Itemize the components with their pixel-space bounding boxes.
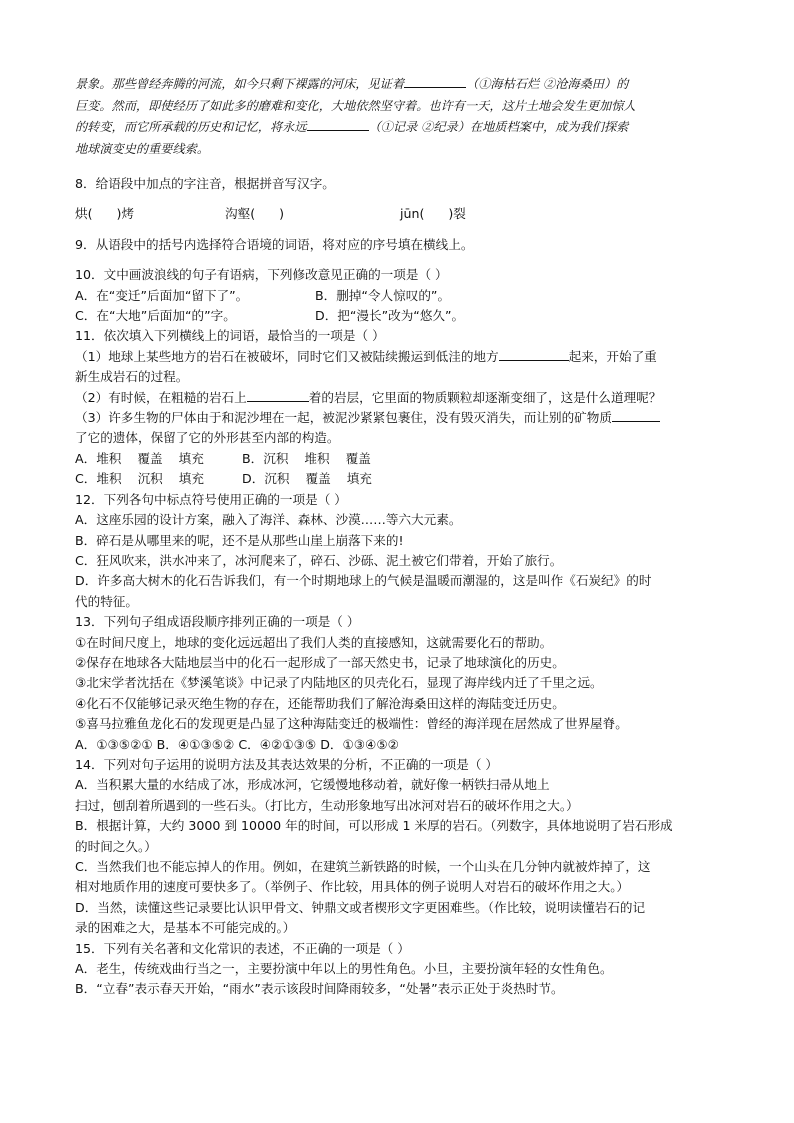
sentence-1: ①在时间尺度上，地球的变化远远超出了我们人类的直接感知，这就需要化石的帮助。 <box>75 634 553 650</box>
option-a-cont: 扫过，刨刮着所遇到的一些石头。（打比方，生动形象地写出冰河对岩石的破坏作用之大。） <box>75 797 579 813</box>
option-d[interactable]: D．许多高大树木的化石告诉我们，有一个时期地球上的气候是温暖而潮湿的，这是叫作《石炭纪》的时 <box>75 573 652 589</box>
answer-blank[interactable] <box>612 408 660 422</box>
intro-line-3: 的转变，而它所承载的历史和记忆，将永远 （①记录 ②纪录）在地质档案中，成为我们探索 <box>75 117 720 139</box>
question-11-sentence-3-cont: 了它的遗体，保留了它的外形甚至内部的构造。 <box>75 430 340 446</box>
option-c[interactable]: C．狂风吹来，洪水冲来了，冰河爬来了，碎石、沙砾、泥土被它们带着，开始了旅行。 <box>75 552 563 568</box>
question-10-options-row-2 <box>75 306 720 326</box>
sentence-5: ⑤喜马拉雅鱼龙化石的发现更是凸显了这种海陆变迁的极端性：曾经的海洋现在居然成了世界屋脊。 <box>75 716 628 732</box>
sentence-2: ②保存在地球各大陆地层当中的化石一起形成了一部天然史书，记录了地球演化的历史。 <box>75 654 565 670</box>
option-b[interactable]: B．删掉“令人惊叹的”。 <box>315 287 451 303</box>
option-a[interactable]: A．老生，传统戏曲行当之一，主要扮演中年以上的男性角色。小旦，主要扮演年轻的女性角色。 <box>75 961 613 977</box>
question-15-stem: 15．下列有关名著和文化常识的表述，不正确的一项是（ ） <box>75 940 410 956</box>
option-d[interactable]: D．当然，读懂这些记录要比认识甲骨文、钟鼎文或者楔形文字更困难些。（作比较，说明读懂岩石的记 <box>75 899 646 915</box>
option-d[interactable]: D．沉积 覆盖 填充 <box>242 471 372 487</box>
pinyin-item-2[interactable]: 沟壑( ) <box>225 206 285 222</box>
pinyin-item-3[interactable]: jūn( )裂 <box>400 206 466 222</box>
question-11-sentence-3: （3）许多生物的尸体由于和泥沙埋在一起，被泥沙紧紧包裹住，没有毁灭消失，而让别的矿物质 <box>75 408 720 428</box>
option-b-cont: 的时间之久。） <box>75 838 157 854</box>
question-11-sentence-2: （2）有时候，在粗糙的岩石上 着的岩层，它里面的物质颗粒却逐渐变细了，这是什么道理呢？ <box>75 389 662 405</box>
option-c-cont: 相对地质作用的速度可要快多了。（举例子、作比较，用具体的例子说明人对岩石的破坏作用之大。） <box>75 879 630 895</box>
option-a[interactable]: A．在“变迁”后面加“留下了”。 <box>75 287 249 303</box>
question-9-stem: 9．从语段中的括号内选择符合语境的词语，将对应的序号填在横线上。 <box>75 236 474 252</box>
option-d-cont: 录的困难之大，是基本不可能完成的。） <box>75 920 296 936</box>
question-11-options-row-2 <box>75 469 720 489</box>
question-11-stem: 11．依次填入下列横线上的词语，最恰当的一项是（ ） <box>75 328 385 344</box>
question-8-items <box>75 204 720 224</box>
option-b[interactable]: B．根据计算，大约 3000 到 10000 年的时间，可以形成 1 米厚的岩石。（列数字，具体地说明了岩石形成 <box>75 818 673 834</box>
option-b[interactable]: B．“立春”表示春天开始，“雨水”表示该段时间降雨较多，“处暑”表示正处于炎热时节。 <box>75 981 564 997</box>
option-a[interactable]: A．堆积 覆盖 填充 <box>75 450 204 466</box>
question-10-options-row-1 <box>75 286 720 306</box>
question-14-stem: 14．下列对句子运用的说明方法及其表达效果的分析，不正确的一项是（ ） <box>75 756 499 772</box>
question-11-sentence-1: （1）地球上某些地方的岩石在被破坏，同时它们又被陆续搬运到低洼的地方 起来，开始了重 <box>75 348 657 364</box>
answer-blank[interactable] <box>247 388 309 402</box>
option-b[interactable]: B．沉积 堆积 覆盖 <box>242 450 371 466</box>
question-11-sentence-1-cont: 新生成岩石的过程。 <box>75 369 189 385</box>
intro-line-4: 地球演变史的重要线索。 <box>75 141 210 156</box>
question-13-stem: 13．下列句子组成语段顺序排列正确的一项是（ ） <box>75 614 360 630</box>
question-10-stem: 10．文中画波浪线的句子有语病，下列修改意见正确的一项是（ ） <box>75 267 448 283</box>
option-c[interactable]: C．在“大地”后面加“的”字。 <box>75 308 236 324</box>
sentence-3: ③北宋学者沈括在《梦溪笔谈》中记录了内陆地区的贝壳化石，显现了海岸线内迁了千里之远。 <box>75 675 603 691</box>
option-b[interactable]: B．碎石是从哪里来的呢，还不是从那些山崖上崩落下来的! <box>75 532 404 548</box>
answer-blank[interactable] <box>404 74 466 88</box>
sentence-4: ④化石不仅能够记录灭绝生物的存在，还能帮助我们了解沧海桑田这样的海陆变迁历史。 <box>75 695 565 711</box>
option-a[interactable]: A．这座乐园的设计方案，融入了海洋、森林、沙漠……等六大元素。 <box>75 512 462 528</box>
option-d-cont: 代的特征。 <box>75 593 138 609</box>
question-13-options[interactable]: A．①③⑤②① B．④①③⑤② C．④②①③⑤ D．①③④⑤② <box>75 736 399 752</box>
answer-blank[interactable] <box>307 117 369 131</box>
question-11-options-row-1 <box>75 449 720 469</box>
option-d[interactable]: D．把“漫长”改为“悠久”。 <box>315 308 465 324</box>
intro-line-2: 巨变。然而，即使经历了如此多的磨难和变化，大地依然坚守着。也许有一天，这片土地会发生更加惊人 <box>75 98 636 113</box>
question-12-stem: 12．下列各句中标点符号使用正确的一项是（ ） <box>75 491 347 507</box>
option-a[interactable]: A．当积累大量的水结成了冰，形成冰河，它缓慢地移动着，就好像一柄铁扫帚从地上 <box>75 777 550 793</box>
option-c[interactable]: C．当然我们也不能忘掉人的作用。例如，在建筑兰新铁路的时候，一个山头在几分钟内就被炸掉了，这 <box>75 859 651 874</box>
option-c[interactable]: C．堆积 沉积 填充 <box>75 471 204 487</box>
pinyin-item-1[interactable]: 烘( )烤 <box>75 206 135 222</box>
intro-line-1: 景象。那些曾经奔腾的河流，如今只剩下裸露的河床，见证着 （①海枯石烂 ②沧海桑田）的 <box>75 74 720 96</box>
answer-blank[interactable] <box>499 347 569 361</box>
question-8-stem: 8．给语段中加点的字注音，根据拼音写汉字。 <box>75 176 335 191</box>
exam-page <box>75 74 720 1000</box>
